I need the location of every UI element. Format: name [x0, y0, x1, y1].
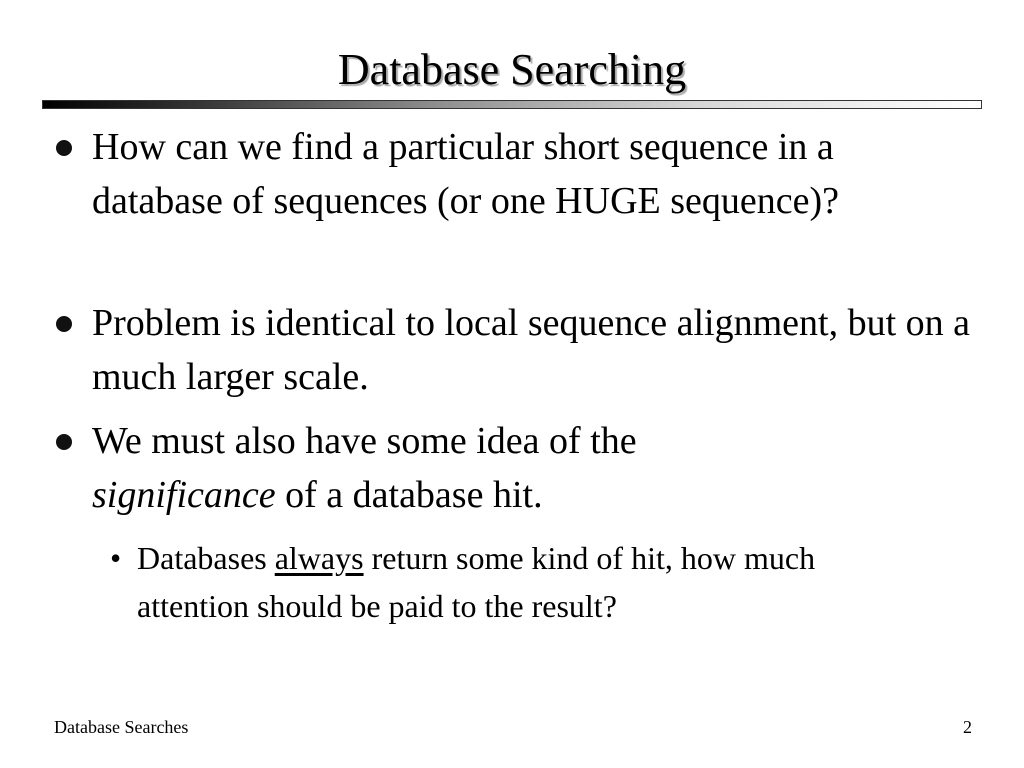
bullet-1: How can we find a particular short sequence in a database of sequences (or one HUGE sequence)?	[92, 126, 839, 222]
bullet-dot-3	[56, 434, 72, 450]
bullet-3	[92, 414, 972, 522]
sub-bullet-text-before: Databases	[137, 540, 267, 576]
bullet-3-text-after: of a database hit.	[285, 474, 543, 516]
slide-title: Database Searching	[337, 45, 687, 94]
sub-bullet-1	[137, 534, 927, 630]
footer-title: Database Searches	[54, 717, 189, 737]
bullet-dot-1	[56, 140, 72, 156]
title-divider	[42, 100, 982, 109]
bullet-dot-2	[56, 316, 72, 332]
page-number: 2	[963, 717, 972, 737]
sub-bullet-marker: •	[110, 540, 122, 576]
bullet-2: Problem is identical to local sequence alignment, but on a much larger scale.	[92, 302, 970, 398]
sub-bullet-underlined: always	[274, 540, 364, 576]
sub-bullet-text-after: return some kind of hit, how much attention should be paid to the result?	[137, 540, 816, 624]
bullet-3-emphasis: significance	[92, 474, 276, 516]
bullet-3-text-before: We must also have some idea of the	[92, 420, 637, 462]
